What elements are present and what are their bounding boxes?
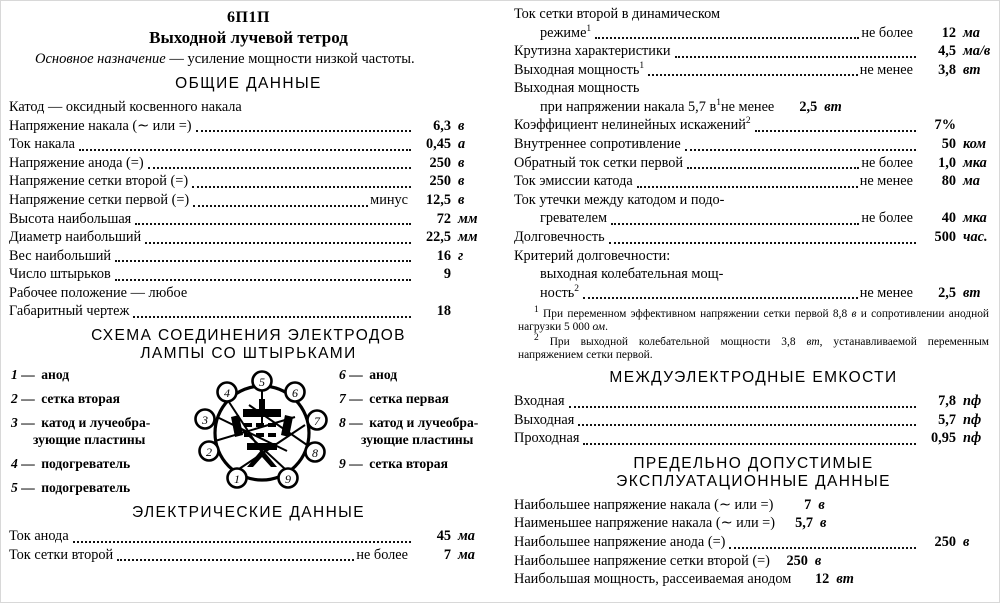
pin-legend-item [339,367,499,384]
spec-unit: вт [963,284,981,301]
spec-unit: ма [963,24,980,41]
spec-label: Наибольшее напряжение накала (∼ или =) [514,496,774,513]
spec-text-line: Выходная мощность [514,80,640,97]
spec-row [514,552,993,571]
spec-text-line: Ток сетки второй в динамическом [514,6,721,22]
pin-number: 8 — [339,415,363,431]
spec-label: Ток эмиссии катода [514,173,633,190]
spec-unit: ком [963,136,987,153]
spec-label: Выходная мощность$^1$ [514,60,645,78]
spec-value: 1,0 [938,154,956,171]
spec-value: 0,45 [425,136,451,153]
capacitance-data-list [514,392,993,448]
tube-name: 6П1П [227,9,270,26]
spec-row [9,154,488,173]
spec-label: Долговечность [514,228,605,245]
spec-unit: мка [963,210,987,227]
spec-value: 250 [429,173,451,190]
spec-unit: вт [836,571,854,588]
spec-row [9,172,488,191]
spec-text-line: выходная колебательная мощ- [540,266,724,283]
spec-label: Коэффициент нелинейных искажений$^2$ [514,116,751,134]
leader-dots [583,442,916,445]
leader-dots [117,558,354,561]
leader-dots [637,185,858,188]
spec-row [514,429,993,448]
leader-dots [133,315,411,318]
spec-value: 250 [429,154,451,171]
spec-row [514,61,993,80]
spec-row [514,570,993,589]
socket-heading-line1: СХЕМА СОЕДИНЕНИЯ ЭЛЕКТРОДОВ [91,327,406,345]
section-limits [514,455,993,491]
spec-unit: в [820,515,827,532]
pin-label: анод [37,367,70,383]
spec-value: 22,5 [425,229,451,246]
footnote-marker: 2 [745,116,751,127]
purpose-italic: назначение [97,51,166,67]
pin-legend-item [339,391,499,408]
spec-value: 18 [436,303,451,320]
svg-text:4: 4 [224,386,230,401]
pin-number: 1 — [11,367,35,383]
spec-row [514,284,993,303]
spec-label: режиме$^1$ [540,23,592,41]
spec-label: Напряжение накала (∼ или =) [9,117,192,134]
leader-dots [115,278,411,281]
spec-label: Наибольшая мощность, рассеиваемая анодом [514,571,792,588]
spec-qualifier: не более [356,546,408,563]
pin-number: 9 — [339,455,363,471]
svg-text:5: 5 [259,375,265,390]
section-socket-diagram [9,327,488,363]
spec-label: Напряжение сетки первой (=) [9,192,190,208]
spec-label: Напряжение анода (=) [9,154,144,171]
spec-value: 72 [436,210,451,227]
limits-data-list [514,496,993,589]
spec-row [514,533,993,552]
pin-label: катод и лучеобра- [365,415,479,431]
spec-unit: г [458,247,464,264]
spec-qualifier: не более [861,154,913,171]
pin-legend-item [11,480,161,497]
spec-label: Ток сетки второй [9,546,114,563]
svg-text:1: 1 [234,472,240,487]
pin-label: сетка вторая [37,391,120,407]
svg-text:9: 9 [285,472,291,487]
spec-unit: ма [458,546,475,563]
spec-unit: мм [458,210,478,227]
section-electrical-data: ЭЛЕКТРИЧЕСКИЕ ДАННЫЕ [131,504,366,522]
right-column [506,1,1000,604]
spec-value: 2,5 [938,284,956,301]
pin-label-continued: зующие пластины [361,431,474,447]
pin-label: анод [365,367,398,383]
spec-value: 7 [443,546,451,563]
spec-qualifier: не менее [859,61,913,78]
spec-row [514,98,993,117]
svg-text:8: 8 [312,446,318,461]
spec-qualifier: не более [861,24,913,41]
pin-legend-item [11,367,161,384]
spec-unit: ма [963,173,980,190]
spec-unit: пф [963,411,982,428]
footnote: $^2$ При выходной колебательной мощности 3,8 вт, устанавливаемой переменным напряжением сетки первой. [518,332,989,361]
spec-text-line: Катод — оксидный косвенного накала [9,99,242,116]
spec-label: Ток накала [9,136,76,153]
spec-value: 12,5 [425,192,451,208]
spec-row [9,302,488,321]
pin-label: сетка первая [365,391,449,407]
leader-dots [193,204,368,207]
spec-row [514,514,993,533]
pin-legend-item [11,456,161,473]
spec-unit: мка [963,154,987,171]
spec-qualifier: минус [370,192,408,208]
spec-row [9,191,488,210]
spec-label: Высота наибольшая [9,210,132,227]
general-data-list [9,98,488,321]
footnote-marker: 2 [574,283,580,294]
pin-label-continued: зующие пластины [33,431,146,447]
pin-number: 2 — [11,391,35,407]
purpose-lead: Основное [35,51,94,67]
pin-label: подогреватель [37,479,131,495]
footnote-marker: 1 [586,23,592,34]
spec-row [514,135,993,154]
spec-value: 2,5 [799,98,818,115]
pin-legend-item [339,415,499,448]
spec-value: 12 [941,24,956,41]
spec-row [514,42,993,61]
leader-dots [578,423,916,426]
spec-value: 40 [941,210,956,227]
spec-qualifier: не более [861,210,913,227]
spec-row [514,172,993,191]
leader-dots [135,222,411,225]
spec-label: Наименьшее напряжение накала (∼ или =) [514,515,776,532]
electrical-data-list [9,527,488,564]
leader-dots [569,405,916,408]
footnote: $^1$ При переменном эффективном напряжении сетки первой 8,8 в и сопротивлении анодной нагрузки 5 000 ом. [518,305,989,334]
footnote-marker: 1 [534,305,539,316]
spec-unit: вт [824,98,842,115]
spec-unit: в [458,154,465,171]
spec-value: 250 [934,534,956,551]
spec-unit: в [458,173,465,190]
pin-number: 7 — [339,391,363,407]
spec-label: Габаритный чертеж [9,303,130,320]
pin-number: 3 — [11,415,35,431]
pin-legend-item [11,415,161,448]
spec-row [514,154,993,173]
leader-dots [611,222,859,225]
leader-dots [609,241,916,244]
svg-text:2: 2 [206,445,212,460]
svg-text:3: 3 [202,413,208,428]
pin-label: подогреватель [37,455,131,471]
socket-heading-line2: ЛАМПЫ СО ШТЫРЬКАМИ [140,345,357,363]
leader-dots [685,148,916,151]
spec-label: Входная [514,393,565,410]
spec-label: Наибольшее напряжение сетки второй (=) [514,552,770,569]
spec-label: гревателем [540,210,608,227]
spec-label: ность$^2$ [540,283,580,301]
spec-row [9,546,488,565]
pin-label: катод и лучеобра- [37,415,151,431]
spec-label: Вес наибольший [9,247,112,264]
spec-unit: мм [458,229,478,246]
spec-row [514,228,993,247]
spec-unit: час. [963,228,988,245]
pin-label: сетка вторая [365,455,448,471]
spec-unit: ма [458,528,475,545]
spec-label: Крутизна характеристики [514,43,671,60]
spec-label: Внутреннее сопротивление [514,136,681,153]
spec-label: Число штырьков [9,266,111,283]
spec-label: Наибольшее напряжение анода (=) [514,534,726,551]
pin-number: 4 — [11,455,35,471]
socket-diagram [187,365,337,500]
spec-label: Напряжение сетки второй (=) [9,173,189,190]
spec-qualifier: не менее [720,98,775,115]
leader-dots [145,241,411,244]
spec-label: при напряжении накала 5,7 $в^1$ [540,98,721,115]
spec-unit: пф [963,393,982,410]
spec-value: 6,3 [433,117,451,134]
leader-dots [755,129,916,132]
spec-value: 5,7 [938,411,956,428]
spec-label: Диаметр наибольший [9,229,142,246]
spec-unit: вт [963,61,981,78]
spec-value: 50 [941,136,956,153]
spec-label: Проходная [514,430,580,447]
svg-text:6: 6 [292,386,298,401]
spec-value: 45 [436,528,451,545]
spec-value: 7% [934,117,956,134]
footnotes [514,305,993,362]
spec-unit: в [814,552,822,569]
pin-legend-item [11,391,161,408]
pin-number: 6 — [339,367,363,383]
footnote-unit: в [851,308,857,321]
spec-unit: в [818,496,825,513]
spec-row [9,247,488,266]
spec-value: 4,5 [938,43,956,60]
spec-value: 250 [786,552,808,569]
spec-value: 9 [443,266,451,283]
spec-unit: в [963,534,970,551]
spec-row [9,117,488,136]
spec-text-line: Ток утечки между катодом и подо- [514,191,725,208]
spec-row [514,209,993,228]
spec-row [514,392,993,411]
leader-dots [687,166,859,169]
spec-row [514,411,993,430]
leader-dots [115,259,411,262]
spec-value: 500 [934,228,956,245]
spec-value: 12 [815,571,830,588]
leader-dots [648,73,858,76]
spec-value: 16 [436,247,451,264]
spec-unit: в [458,117,465,134]
spec-label: Ток анода [9,528,69,545]
footnote-marker: 1 [716,98,721,109]
spec-value: 5,7 [795,515,814,532]
leader-dots [675,55,916,58]
footnote-marker: 2 [534,332,539,343]
socket-legend-wrapper [9,367,488,497]
section-capacitance: МЕЖДУЭЛЕКТРОДНЫЕ ЕМКОСТИ [609,369,898,387]
left-column [1,1,496,604]
pin-legend-right [339,367,499,480]
spec-row [514,24,993,43]
spec-value: 0,95 [930,430,956,447]
svg-text:7: 7 [314,414,320,429]
leader-dots [73,540,411,543]
leader-dots [192,185,411,188]
leader-dots [595,36,859,39]
pin-legend-left [11,367,161,504]
spec-value: 7 [804,496,812,513]
pin-number: 5 — [11,479,35,495]
spec-row [9,135,488,154]
leader-dots [583,296,858,299]
spec-unit: ма/в [963,43,991,60]
purpose-rest: — усиление мощности низкой частоты. [169,51,415,67]
purpose-paragraph [9,51,488,68]
spec-label: Обратный ток сетки первой [514,154,684,171]
limits-heading-line2: ЭКСПЛУАТАЦИОННЫЕ ДАННЫЕ [616,472,891,490]
spec-row [9,265,488,284]
spec-unit: в [458,192,465,208]
pin-legend-item [339,456,499,473]
spec-qualifier: не менее [859,284,913,301]
spec-unit: пф [963,430,982,447]
footnote-unit: ом [592,321,606,334]
spec-row [514,496,993,515]
spec-unit: а [458,136,466,153]
spec-row [9,228,488,247]
tube-type: Выходной лучевой тетрод [149,28,348,47]
spec-qualifier: не менее [859,173,913,190]
leader-dots [148,166,411,169]
limits-heading-line1: ПРЕДЕЛЬНО ДОПУСТИМЫЕ [633,454,874,472]
spec-value: 80 [941,173,956,190]
footnote-unit: вт [806,335,820,348]
leader-dots [729,546,916,549]
electrical-data-continued-list [514,5,993,302]
leader-dots [79,148,411,151]
leader-dots [196,129,411,132]
spec-text-line: Критерий долговечности: [514,247,671,264]
spec-row [514,116,993,135]
spec-text-line: Рабочее положение — любое [9,284,188,301]
spec-label: Выходная [514,411,575,428]
footnote-marker: 1 [639,60,645,71]
section-general-data: ОБЩИЕ ДАННЫЕ [175,75,322,93]
spec-row [9,210,488,229]
spec-value: 7,8 [938,393,956,410]
spec-row [9,527,488,546]
spec-value: 3,8 [938,61,956,78]
